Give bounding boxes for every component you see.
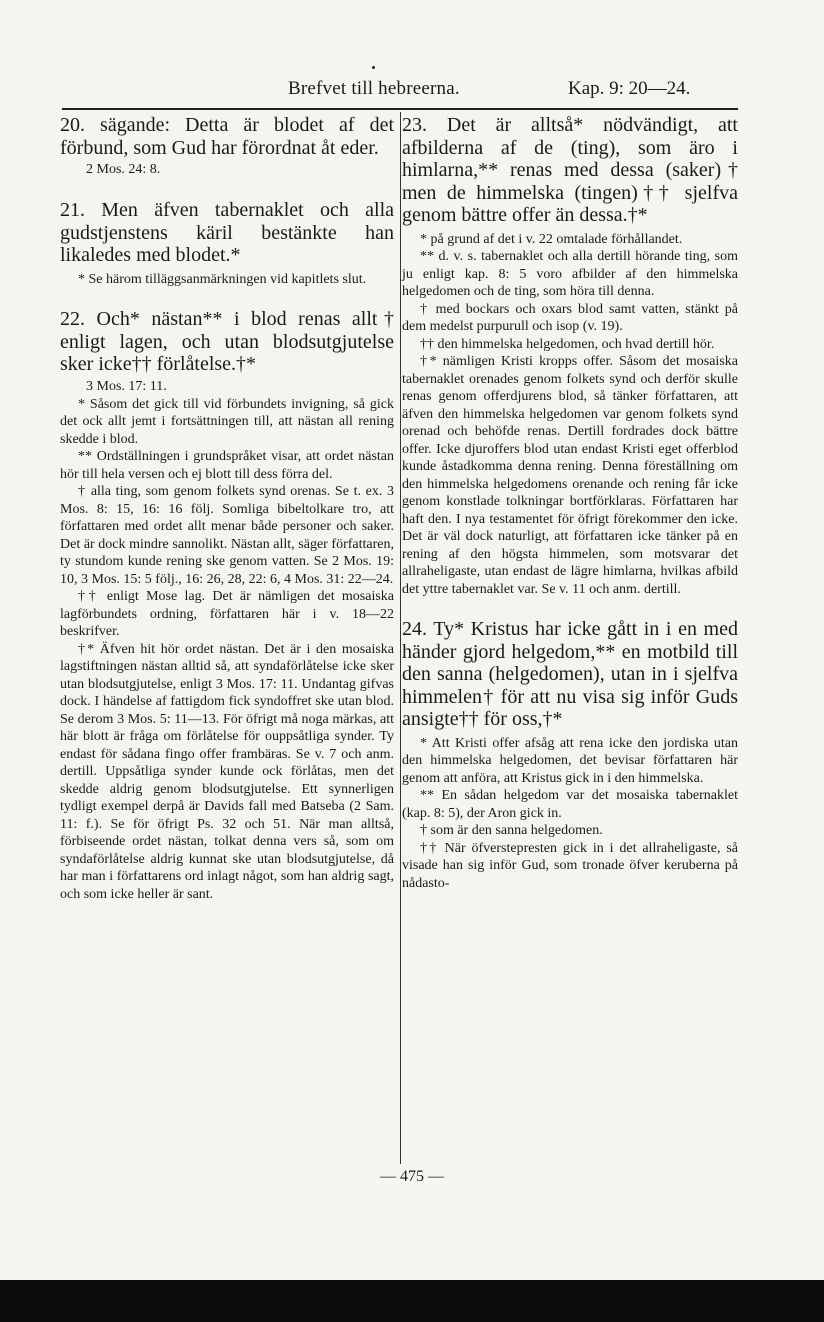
verse-24-note-1: * Att Kristi offer afsåg att rena icke den jordiska utan den himmelska helgedomen, det bevisar författaren här genom att anföra, att Kristus gick in i den himmelska. (402, 735, 738, 786)
verse-24-note-2: ** En sådan helgedom var det mosaiska tabernaklet (kap. 8: 5), der Aron gick in. (402, 788, 738, 821)
verse-22: 22. Och* nästan** i blod renas allt† enligt lagen, och utan blodsutgjutelse sker icke†† förlåtelse.†* (60, 308, 394, 375)
verse-22-note-5: †* Äfven hit hör ordet nästan. Det är i den mosaiska lagstiftningen nästan alltid så, att syndaförlåtelse icke sker utan blodsutgjutelse, enligt 3 Mos. 17: 11. Undantag gifvas dock. I händelse af fattigdom fick syndoffret ske utan blod. Se derom 3 Mos. 5: 11—13. För öfrigt må noga märkas, att här blott är fråga om förlåtelse för ouppsåtliga synder. Ty endast för sådana fingo offer frambäras. Se v. 7 och anm. dertill. Uppsåtliga synder kunde ock förlåtas, men det skedde aldrig genom blodsutgjutelse. Ett synnerligen tydligt exempel derpå är Davids fall med Batseba (2 Sam. 11: f.). Se för öfrigt Ps. 32 och 51. När man alltså, förbiseende ordet nästan, tolkat denna vers så, som om syndaförlåtelse aldrig kunnat ske utan blodsutgjutelse, då har man i författarens ord inlagt något, som han aldrig sagt, och som icke heller är sant. (60, 641, 394, 902)
verse-23-note-3: † med bockars och oxars blod samt vatten, stänkt på dem medelst purpurull och isop (v. 19). (402, 301, 738, 334)
verse-23-note-1: * på grund af det i v. 22 omtalade förhållandet. (420, 231, 683, 247)
verse-22-note-3: † alla ting, som genom folkets synd orenas. Se t. ex. 3 Mos. 8: 15, 16: 16 följ. Somliga bibeltolkare tro, att författaren med ordet allt menar både personer och saker. Det är dock mindre sannolikt. Nästan allt, säger författaren, ty stundom kunde rening ske genom vatten. Se 2 Mos. 19: 10, 3 Mos. 15: 5 följ., 16: 26, 28, 22: 6, 4 Mos. 31: 22—24. (60, 484, 394, 587)
page-number: — 475 — (380, 1168, 444, 1185)
left-column (60, 114, 394, 903)
verse-23-note-2: ** d. v. s. tabernaklet och alla dertill hörande ting, som ju enligt kap. 8: 5 voro afbilder af den himmelska helgedomen och de ting, som höra till denna. (402, 249, 738, 299)
verse-21: 21. Men äfven tabernaklet och alla gudstjenstens käril bestänkte han likaledes med blodet.* (60, 199, 394, 266)
column-divider (400, 112, 401, 1164)
running-title: Brefvet till hebreerna. (288, 78, 460, 99)
header-rule (62, 108, 738, 110)
verse-22-reference: 3 Mos. 17: 11. (86, 378, 167, 394)
verse-24-note-4: †† När öfverstepresten gick in i det allraheligaste, så visade han sig inför Gud, som tronade öfver keruberna på nådasto- (402, 840, 738, 891)
chapter-reference: Kap. 9: 20—24. (568, 78, 691, 99)
verse-22-note-1: * Såsom det gick till vid förbundets invigning, så gick det ock allt jemt i fortsättningen till, att nästan all rening skedde i blod. (60, 396, 394, 447)
verse-23-note-5: †* nämligen Kristi kropps offer. Såsom det mosaiska tabernaklet orenades genom folkets synd och derför skulle renas genom offerdjurens blod, så tänker författaren, att äfven den himmelska helgedomen var genom folkets synd orenad och behöfde renas. Dertill fordrades dock bättre offer. Icke djuroffers blod utan endast Kristi eget offerblod kunde åstadkomma denna rening. Denna föreställning om den himmelska helgedomens orenande och rening får icke genom konstlade tolkningar bortförklaras. Författaren har haft den. I nya testamentet för öfrigt förekommer den icke. Det är väl dock naturligt, att författaren icke tänker på en rening af den högsta himmelen, som motsvarar det allraheligaste, utan endast de lägre himlarna, hvilkas afbild det yttre tabernaklet var. Se v. 11 och anm. dertill. (402, 354, 738, 597)
page-header (62, 78, 738, 104)
verse-20-reference: 2 Mos. 24: 8. (86, 162, 161, 177)
verse-22-note-4: †† enligt Mose lag. Det är nämligen det mosaiska lagförbundets ordning, författaren här i v. 18—22 beskrifver. (60, 589, 394, 639)
verse-21-note: * Se härom tilläggsanmärkningen vid kapitlets slut. (78, 271, 367, 287)
verse-23-note-4: †† den himmelska helgedomen, och hvad dertill hör. (420, 336, 715, 352)
verse-24: 24. Ty* Kristus har icke gått in i en med händer gjord helgedom,** en motbild till den sanna (helgedomen), utan in i sjelfva himmelen† för att nu visa sig inför Guds ansigte†† för oss,†* (402, 618, 738, 730)
verse-22-note-2: ** Ordställningen i grundspråket visar, att ordet nästan hör till hela versen och ej blott till dess förra del. (60, 449, 394, 482)
ink-speck (372, 66, 375, 69)
right-column (402, 114, 738, 892)
verse-20: 20. sägande: Detta är blodet af det förbund, som Gud har förordnat åt eder. (60, 114, 394, 159)
verse-23: 23. Det är alltså* nödvändigt, att afbilderna af de (ting), som äro i himlarna,** renas med dessa (saker)† men de himmelska (tingen)†† sjelfva genom bättre offer än dessa.†* (402, 114, 738, 226)
scan-border (0, 1280, 824, 1322)
verse-24-note-3: † som är den sanna helgedomen. (420, 823, 603, 838)
